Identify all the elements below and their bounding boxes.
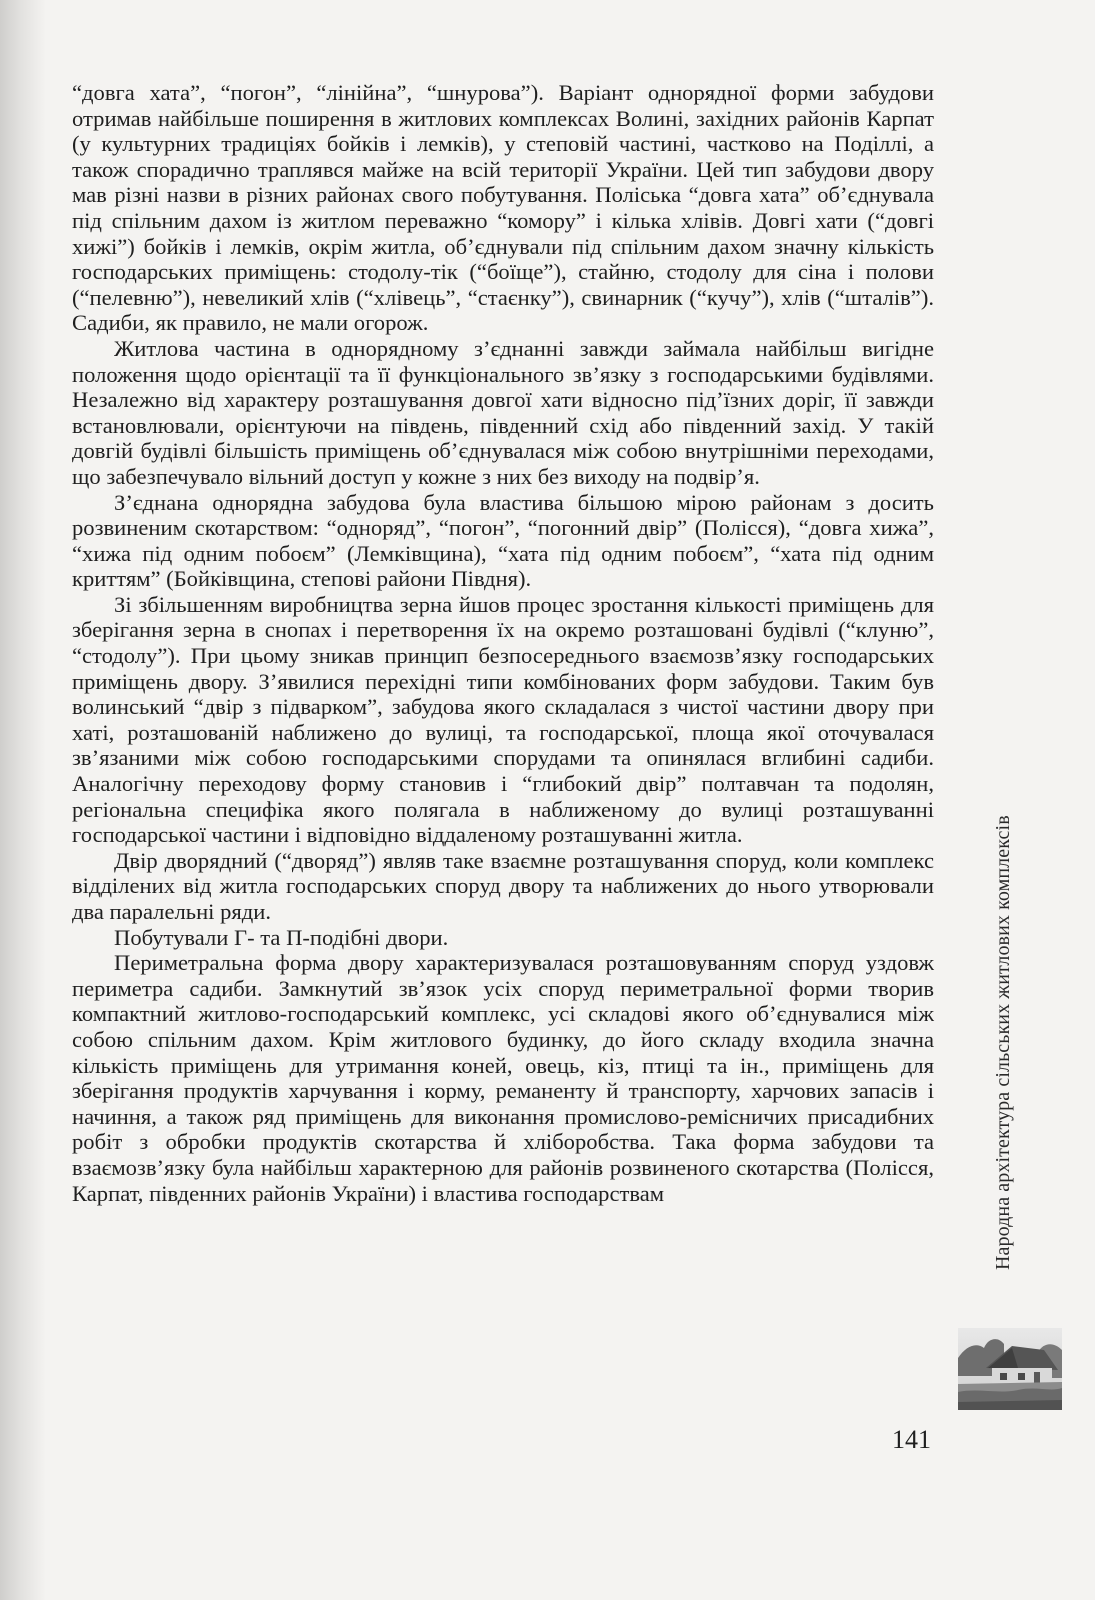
page-spine-shadow [0, 0, 46, 1600]
paragraph-3: З’єднана однорядна забудова була властива більшою мірою районам з досить розвиненим скотарством: “одноряд”, “погон”, “погонний двір” (Полісся), “довга хижа”, “хижа під одним побоєм” (Лемківщина), “хата під одним побоєм”, “хата під одним криттям” (Бойківщина, степові райони Півдня). [72, 489, 934, 592]
page-number: 141 [892, 1425, 931, 1454]
paragraph-4: Зі збільшенням виробництва зерна йшов процес зростання кількості приміщень для зберігання зерна в снопах і перетворення їх на окремо розташовані будівлі (“клуню”, “стодолу”). При цьому зникав принцип безпосереднього взаємозв’язку господарських приміщень двору. З’явилися перехідні типи комбінованих форм забудови. Таким був волинський “двір з підварком”, забудова якого складалася з чистої частини двору при хаті, розташованій наближено до вулиці, та господарської, площа якої оточувалася зв’язаними між собою господарськими спорудами та опинялася вглибині садиби. Аналогічну переходову форму становив і “глибокий двір” полтавчан та подолян, регіональна специфіка якого полягала в наближеному до вулиці розташуванні господарської частини і відповідно віддаленому розташуванні житла. [72, 591, 934, 848]
body-text [72, 80, 934, 1206]
running-section-title: Народна архітектура сільських житлових комплексів [992, 815, 1014, 1270]
paragraph-1: “довга хата”, “погон”, “лінійна”, “шнурова”). Варіант однорядної форми забудови отримав найбільше поширення в житлових комплексах Волині, західних районів Карпат (у культурних традиціях бойків і лемків), у степовій частині, частково на Поділлі, а також спорадично траплявся майже на всій території України. Цей тип забудови двору мав різні назви в різних районах свого побутування. Поліська “довга хата” об’єднувала під спільним дахом із житлом переважно “комору” і кілька хлівів. Довгі хати (“довгі хижі”) бойків і лемків, окрім житла, об’єднували під спільним дахом значну кількість господарських приміщень: стодолу-тік (“боїще”), стайню, стодолу для сіна і полови (“пелевню”), невеликий хлів (“хлівець”, “стаєнку”), свинарник (“кучу”), хлів (“шталів”). Садиби, як правило, не мали огорож. [72, 80, 934, 336]
paragraph-7: Периметральна форма двору характеризувалася розташовуванням споруд уздовж периметра садиби. Замкнутий зв’язок усіх споруд периметральної форми творив компактний житлово-господарський комплекс, усі складові якого об’єднувалися між собою спільним дахом. Крім житлового будинку, до його складу входила значна кількість приміщень для утримання коней, овець, кіз, птиці та ін., приміщень для зберігання продуктів харчування і корму, реманенту й транспорту, харчових запасів і начиння, а також ряд приміщень для виконання промислово-ремісничих присадибних робіт з обробки продуктів скотарства й хліборобства. Така форма забудови та взаємозв’язку була найбільш характерною для районів розвиненого скотарства (Полісся, Карпат, південних районів України) і властива господарствам [72, 950, 934, 1206]
village-house-photo [958, 1328, 1062, 1410]
paragraph-2: Житлова частина в однорядному з’єднанні завжди займала найбільш вигідне положення щодо орієнтації та її функціонального зв’язку з господарськими будівлями. Незалежно від характеру розташування довгої хати відносно під’їзних доріг, її завжди встановлювали, орієнтуючи на південь, південний схід або південний захід. У такій довгій будівлі більшість приміщень об’єднувалася між собою внутрішніми переходами, що забезпечувало вільний доступ у кожне з них без виходу на подвір’я. [72, 335, 934, 489]
paragraph-5: Двір дворядний (“дворяд”) являв таке взаємне розташування споруд, коли комплекс відділених від житла господарських споруд двору та наближених до нього утворювали два паралельні ряди. [72, 847, 934, 924]
paragraph-6: Побутували Г- та П-подібні двори. [114, 924, 449, 950]
